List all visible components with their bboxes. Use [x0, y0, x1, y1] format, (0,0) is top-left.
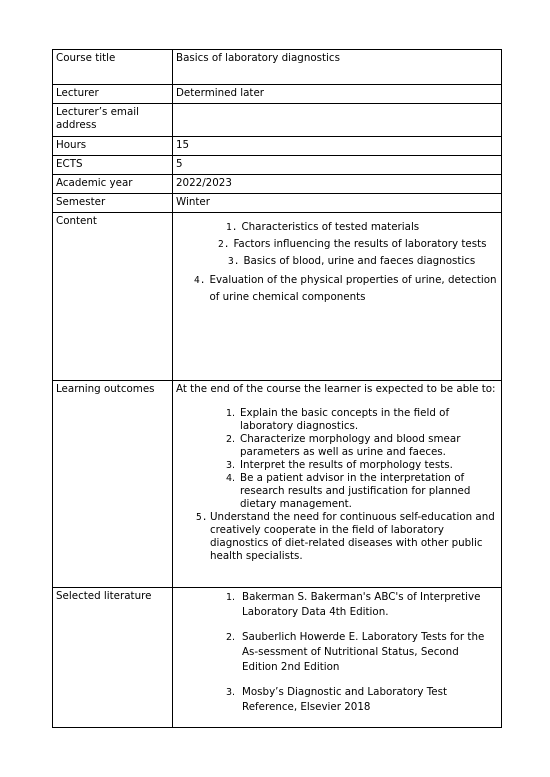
- list-item-text: Explain the basic concepts in the field of laboratory diagnostics.: [240, 407, 450, 432]
- list-item-number: 5.: [196, 512, 208, 523]
- content-item-text: Basics of blood, urine and faeces diagnostics: [243, 255, 476, 267]
- content-item: [176, 221, 498, 234]
- row-lecturer: [53, 85, 502, 104]
- list-item: [176, 685, 498, 715]
- ects-value: 5: [173, 156, 502, 175]
- list-item-number: 4.: [226, 473, 236, 484]
- list-item: [176, 459, 498, 472]
- list-item: [176, 407, 498, 433]
- content-item-number: 1.: [226, 222, 238, 233]
- selected-literature-label: Selected literature: [53, 588, 173, 728]
- list-item-text: Mosby’s Diagnostic and Laboratory Test Reference, Elsevier 2018: [242, 686, 448, 713]
- list-item: [176, 472, 498, 511]
- content-item: [176, 238, 498, 251]
- list-item-number: 1.: [226, 408, 236, 419]
- email-value: [173, 104, 502, 137]
- semester-label: Semester: [53, 194, 173, 213]
- list-item-text: Be a patient advisor in the interpretation of research results and justification for planned dietary management.: [240, 472, 471, 510]
- row-semester: [53, 194, 502, 213]
- row-hours: [53, 137, 502, 156]
- list-item-text: Understand the need for continuous self-education and creatively cooperate in the field of laboratory diagnostics of diet-related diseases with other public health specialists.: [210, 511, 495, 562]
- row-learning-outcomes: [53, 381, 502, 588]
- email-label: Lecturer’s email address: [53, 104, 173, 137]
- list-item: [176, 630, 498, 675]
- list-item-number: 1.: [226, 592, 236, 603]
- content-item: [176, 255, 498, 268]
- row-course-title: [53, 50, 502, 85]
- selected-literature-cell: [173, 588, 502, 728]
- list-item-number: 2.: [226, 632, 236, 643]
- learning-outcomes-cell: [173, 381, 502, 588]
- content-item-number: 4.: [194, 275, 206, 286]
- list-item-number: 3.: [226, 687, 236, 698]
- row-ects: [53, 156, 502, 175]
- list-item-text: Sauberlich Howerde E. Laboratory Tests for the As-sessment of Nutritional Status, Second Edition 2nd Edition: [242, 631, 485, 673]
- row-email: [53, 104, 502, 137]
- row-academic-year: [53, 175, 502, 194]
- list-item: [176, 511, 498, 563]
- content-item: [176, 272, 498, 306]
- academic-year-value: 2022/2023: [173, 175, 502, 194]
- lecturer-label: Lecturer: [53, 85, 173, 104]
- ects-label: ECTS: [53, 156, 173, 175]
- course-title-value: Basics of laboratory diagnostics: [173, 50, 502, 85]
- content-item-text: Factors influencing the results of laboratory tests: [233, 238, 487, 250]
- learning-outcomes-label: Learning outcomes: [53, 381, 173, 588]
- syllabus-table: [52, 49, 502, 728]
- list-item-text: Characterize morphology and blood smear parameters as well as urine and faeces.: [240, 433, 461, 458]
- content-label: Content: [53, 213, 173, 381]
- learning-outcomes-intro: At the end of the course the learner is expected to be able to:: [176, 383, 496, 395]
- content-item-text: Evaluation of the physical properties of urine, detection of urine chemical components: [209, 274, 497, 303]
- lecturer-value: Determined later: [173, 85, 502, 104]
- content-item-number: 3.: [228, 256, 240, 267]
- list-item-text: Interpret the results of morphology tests.: [240, 459, 453, 471]
- academic-year-label: Academic year: [53, 175, 173, 194]
- list-item-number: 2.: [226, 434, 236, 445]
- learning-outcomes-list: [176, 407, 498, 563]
- content-item-text: Characteristics of tested materials: [241, 221, 420, 233]
- semester-value: Winter: [173, 194, 502, 213]
- list-item-text: Bakerman S. Bakerman's ABC's of Interpretive Laboratory Data 4th Edition.: [242, 591, 481, 618]
- list-item: [176, 590, 498, 620]
- literature-list: [176, 590, 498, 715]
- hours-value: 15: [173, 137, 502, 156]
- list-item-number: 3.: [226, 460, 236, 471]
- list-item: [176, 433, 498, 459]
- hours-label: Hours: [53, 137, 173, 156]
- content-cell: [173, 213, 502, 381]
- content-item-number: 2.: [218, 239, 230, 250]
- course-title-label: Course title: [53, 50, 173, 85]
- row-selected-literature: [53, 588, 502, 728]
- row-content: [53, 213, 502, 381]
